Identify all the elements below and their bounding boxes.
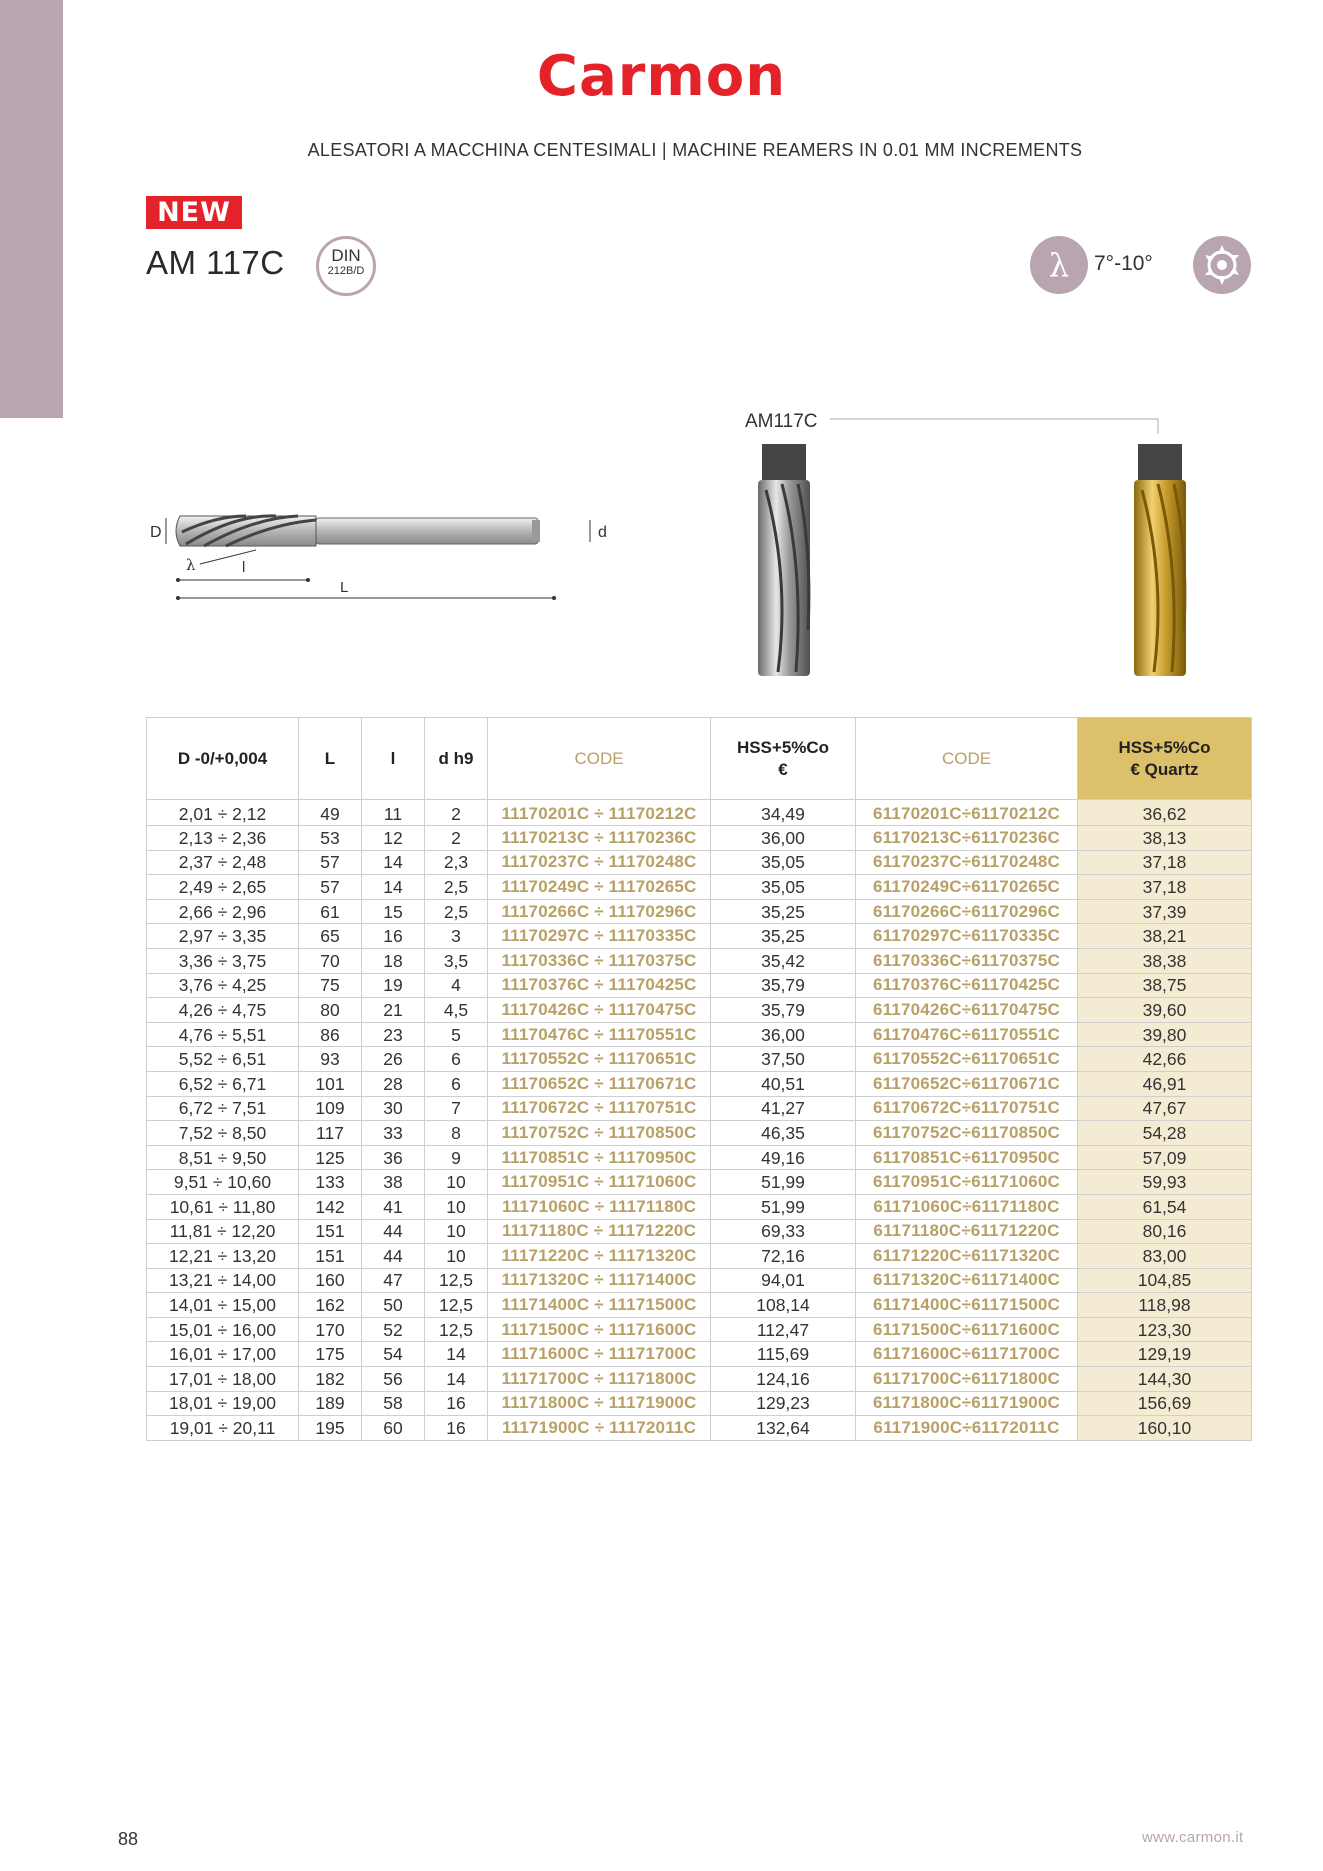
cell-length: 61: [299, 899, 362, 924]
table-row: [147, 1194, 1252, 1219]
cell-length: 57: [299, 875, 362, 900]
cell-shank: 12,5: [425, 1293, 488, 1318]
table-row: [147, 1367, 1252, 1392]
table-row: [147, 1047, 1252, 1072]
cell-flute-length: 33: [362, 1121, 425, 1146]
cell-diameter: 2,37 ÷ 2,48: [147, 850, 299, 875]
cell-code: 11170237C ÷ 11170248C: [488, 850, 711, 875]
cell-code-quartz: 61170376C÷61170425C: [856, 973, 1078, 998]
product-table: [146, 717, 1251, 1441]
cell-length: 182: [299, 1367, 362, 1392]
cell-price-quartz: 46,91: [1078, 1071, 1252, 1096]
cell-shank: 6: [425, 1071, 488, 1096]
cell-flute-length: 16: [362, 924, 425, 949]
cell-flute-length: 12: [362, 826, 425, 851]
cell-price-quartz: 80,16: [1078, 1219, 1252, 1244]
cell-price-quartz: 129,19: [1078, 1342, 1252, 1367]
cell-code-quartz: 61171060C÷61171180C: [856, 1194, 1078, 1219]
cell-length: 75: [299, 973, 362, 998]
label-L: L: [340, 579, 349, 596]
website-link[interactable]: www.carmon.it: [1142, 1829, 1244, 1846]
cell-price: 36,00: [711, 826, 856, 851]
cell-code-quartz: 61170552C÷61170651C: [856, 1047, 1078, 1072]
cell-price: 35,25: [711, 899, 856, 924]
cell-diameter: 2,01 ÷ 2,12: [147, 800, 299, 826]
cell-flute-length: 44: [362, 1244, 425, 1269]
cell-length: 195: [299, 1416, 362, 1441]
cell-length: 65: [299, 924, 362, 949]
cell-flute-length: 23: [362, 1022, 425, 1047]
cell-flute-length: 14: [362, 875, 425, 900]
din-standard: 212B/D: [327, 265, 365, 277]
cell-code: 11171320C ÷ 11171400C: [488, 1268, 711, 1293]
cell-diameter: 7,52 ÷ 8,50: [147, 1121, 299, 1146]
cell-price: 69,33: [711, 1219, 856, 1244]
table-row: [147, 1268, 1252, 1293]
cell-length: 70: [299, 948, 362, 973]
cell-price: 36,00: [711, 1022, 856, 1047]
cell-shank: 10: [425, 1194, 488, 1219]
cell-code: 11170951C ÷ 11171060C: [488, 1170, 711, 1195]
cell-price: 41,27: [711, 1096, 856, 1121]
cell-price-quartz: 123,30: [1078, 1317, 1252, 1342]
cell-price-quartz: 156,69: [1078, 1391, 1252, 1416]
table-row: [147, 1096, 1252, 1121]
page-subtitle: ALESATORI A MACCHINA CENTESIMALI | MACHINE REAMERS IN 0.01 MM INCREMENTS: [307, 140, 1083, 160]
cell-code: 11170266C ÷ 11170296C: [488, 899, 711, 924]
cell-diameter: 12,21 ÷ 13,20: [147, 1244, 299, 1269]
photo-label: AM117C: [745, 411, 818, 432]
cell-code-quartz: 61170266C÷61170296C: [856, 899, 1078, 924]
cell-shank: 8: [425, 1121, 488, 1146]
cell-length: 80: [299, 998, 362, 1023]
cell-shank: 4: [425, 973, 488, 998]
product-code: AM 117C: [146, 244, 285, 281]
cell-code: 11170376C ÷ 11170425C: [488, 973, 711, 998]
cell-length: 151: [299, 1219, 362, 1244]
cell-diameter: 16,01 ÷ 17,00: [147, 1342, 299, 1367]
cell-code: 11171900C ÷ 11172011C: [488, 1416, 711, 1441]
label-lambda: λ: [186, 556, 196, 574]
cell-shank: 10: [425, 1244, 488, 1269]
cell-price-quartz: 39,60: [1078, 998, 1252, 1023]
cell-price: 35,05: [711, 850, 856, 875]
cell-price-quartz: 83,00: [1078, 1244, 1252, 1269]
cell-flute-length: 44: [362, 1219, 425, 1244]
cell-code: 11171600C ÷ 11171700C: [488, 1342, 711, 1367]
page-number: 88: [118, 1829, 139, 1849]
cell-shank: 12,5: [425, 1268, 488, 1293]
table-row: [147, 850, 1252, 875]
cell-flute-length: 11: [362, 800, 425, 826]
cell-code-quartz: 61170752C÷61170850C: [856, 1121, 1078, 1146]
table-row: [147, 1170, 1252, 1195]
cell-code: 11171060C ÷ 11171180C: [488, 1194, 711, 1219]
cell-price-quartz: 37,18: [1078, 850, 1252, 875]
table-row: [147, 1121, 1252, 1146]
cell-price: 35,42: [711, 948, 856, 973]
cell-code: 11170851C ÷ 11170950C: [488, 1145, 711, 1170]
cell-flute-length: 38: [362, 1170, 425, 1195]
cell-shank: 5: [425, 1022, 488, 1047]
cell-code: 11170213C ÷ 11170236C: [488, 826, 711, 851]
cell-code-quartz: 61170426C÷61170475C: [856, 998, 1078, 1023]
cell-diameter: 2,97 ÷ 3,35: [147, 924, 299, 949]
cell-price: 124,16: [711, 1367, 856, 1392]
cell-code: 11171220C ÷ 11171320C: [488, 1244, 711, 1269]
cell-code-quartz: 61170201C÷61170212C: [856, 800, 1078, 826]
cell-code-quartz: 61170213C÷61170236C: [856, 826, 1078, 851]
cell-price: 46,35: [711, 1121, 856, 1146]
cell-code: 11171800C ÷ 11171900C: [488, 1391, 711, 1416]
cell-length: 93: [299, 1047, 362, 1072]
cell-shank: 12,5: [425, 1317, 488, 1342]
cell-shank: 14: [425, 1367, 488, 1392]
cell-diameter: 2,49 ÷ 2,65: [147, 875, 299, 900]
cell-code: 11170672C ÷ 11170751C: [488, 1096, 711, 1121]
label-l: l: [242, 559, 246, 576]
cell-diameter: 8,51 ÷ 9,50: [147, 1145, 299, 1170]
cell-price: 34,49: [711, 800, 856, 826]
table-header-row: [147, 718, 1252, 800]
cell-code: 11170297C ÷ 11170335C: [488, 924, 711, 949]
cell-code: 11170426C ÷ 11170475C: [488, 998, 711, 1023]
col-header-code-quartz: CODE: [856, 718, 1078, 800]
cell-length: 57: [299, 850, 362, 875]
cell-price: 35,79: [711, 973, 856, 998]
cell-flute-length: 26: [362, 1047, 425, 1072]
cell-price-quartz: 104,85: [1078, 1268, 1252, 1293]
cell-diameter: 18,01 ÷ 19,00: [147, 1391, 299, 1416]
cell-price-quartz: 61,54: [1078, 1194, 1252, 1219]
cell-price-quartz: 38,38: [1078, 948, 1252, 973]
din-label: DIN: [331, 246, 361, 265]
cell-flute-length: 58: [362, 1391, 425, 1416]
cell-code-quartz: 61171320C÷61171400C: [856, 1268, 1078, 1293]
cell-code-quartz: 61170672C÷61170751C: [856, 1096, 1078, 1121]
cell-diameter: 3,76 ÷ 4,25: [147, 973, 299, 998]
cell-price-quartz: 37,39: [1078, 899, 1252, 924]
cell-flute-length: 28: [362, 1071, 425, 1096]
reamer-technical-drawing: [146, 500, 626, 615]
cell-diameter: 3,36 ÷ 3,75: [147, 948, 299, 973]
cell-flute-length: 60: [362, 1416, 425, 1441]
cell-price: 129,23: [711, 1391, 856, 1416]
cell-length: 175: [299, 1342, 362, 1367]
cell-shank: 4,5: [425, 998, 488, 1023]
new-badge: NEW: [146, 196, 242, 229]
cell-flute-length: 50: [362, 1293, 425, 1318]
cell-flute-length: 18: [362, 948, 425, 973]
cell-length: 160: [299, 1268, 362, 1293]
col-header-code: CODE: [488, 718, 711, 800]
cell-code: 11170201C ÷ 11170212C: [488, 800, 711, 826]
cell-code-quartz: 61171220C÷61171320C: [856, 1244, 1078, 1269]
table-row: [147, 973, 1252, 998]
cell-shank: 7: [425, 1096, 488, 1121]
cell-code: 11170249C ÷ 11170265C: [488, 875, 711, 900]
cell-diameter: 15,01 ÷ 16,00: [147, 1317, 299, 1342]
cell-diameter: 4,76 ÷ 5,51: [147, 1022, 299, 1047]
cell-price: 94,01: [711, 1268, 856, 1293]
cell-flute-length: 14: [362, 850, 425, 875]
cell-shank: 2: [425, 826, 488, 851]
cell-length: 151: [299, 1244, 362, 1269]
cell-price-quartz: 38,21: [1078, 924, 1252, 949]
cell-shank: 9: [425, 1145, 488, 1170]
cell-price: 72,16: [711, 1244, 856, 1269]
cell-code: 11170552C ÷ 11170651C: [488, 1047, 711, 1072]
cell-price: 35,79: [711, 998, 856, 1023]
product-photos: [740, 410, 1220, 705]
cell-diameter: 10,61 ÷ 11,80: [147, 1194, 299, 1219]
cell-diameter: 11,81 ÷ 12,20: [147, 1219, 299, 1244]
cell-diameter: 4,26 ÷ 4,75: [147, 998, 299, 1023]
cell-flute-length: 47: [362, 1268, 425, 1293]
cell-price: 37,50: [711, 1047, 856, 1072]
cell-price-quartz: 38,13: [1078, 826, 1252, 851]
cell-code: 11171400C ÷ 11171500C: [488, 1293, 711, 1318]
cell-length: 125: [299, 1145, 362, 1170]
cell-price-quartz: 57,09: [1078, 1145, 1252, 1170]
cell-code: 11170476C ÷ 11170551C: [488, 1022, 711, 1047]
cell-length: 117: [299, 1121, 362, 1146]
cell-length: 86: [299, 1022, 362, 1047]
cell-code: 11170336C ÷ 11170375C: [488, 948, 711, 973]
cell-price-quartz: 47,67: [1078, 1096, 1252, 1121]
cell-price: 49,16: [711, 1145, 856, 1170]
quartz-header-line1: HSS+5%Co: [1118, 737, 1211, 757]
cell-flute-length: 21: [362, 998, 425, 1023]
cell-shank: 2: [425, 800, 488, 826]
cell-shank: 3,5: [425, 948, 488, 973]
table-row: [147, 1293, 1252, 1318]
cutting-tool-icon: [1193, 236, 1251, 294]
cell-diameter: 19,01 ÷ 20,11: [147, 1416, 299, 1441]
cell-price: 112,47: [711, 1317, 856, 1342]
cell-price-quartz: 118,98: [1078, 1293, 1252, 1318]
cell-code-quartz: 61171900C÷61172011C: [856, 1416, 1078, 1441]
col-header-price: [711, 718, 856, 800]
cell-price: 40,51: [711, 1071, 856, 1096]
table-row: [147, 875, 1252, 900]
col-header-flute-length: l: [362, 718, 425, 800]
cell-code: 11170752C ÷ 11170850C: [488, 1121, 711, 1146]
label-d: d: [598, 524, 607, 541]
cell-length: 101: [299, 1071, 362, 1096]
cell-price-quartz: 39,80: [1078, 1022, 1252, 1047]
cell-price: 51,99: [711, 1194, 856, 1219]
table-row: [147, 948, 1252, 973]
cell-length: 170: [299, 1317, 362, 1342]
table-row: [147, 826, 1252, 851]
col-header-length: L: [299, 718, 362, 800]
cell-code-quartz: 61170851C÷61170950C: [856, 1145, 1078, 1170]
table-row: [147, 1342, 1252, 1367]
table-row: [147, 800, 1252, 826]
cell-flute-length: 19: [362, 973, 425, 998]
cell-code: 11171180C ÷ 11171220C: [488, 1219, 711, 1244]
cell-length: 109: [299, 1096, 362, 1121]
cell-flute-length: 36: [362, 1145, 425, 1170]
cell-flute-length: 41: [362, 1194, 425, 1219]
cell-shank: 16: [425, 1391, 488, 1416]
cell-code-quartz: 61170336C÷61170375C: [856, 948, 1078, 973]
table-row: [147, 1416, 1252, 1441]
table-row: [147, 1391, 1252, 1416]
cell-diameter: 6,52 ÷ 6,71: [147, 1071, 299, 1096]
label-D: D: [150, 524, 162, 541]
cell-price: 51,99: [711, 1170, 856, 1195]
cell-shank: 2,5: [425, 899, 488, 924]
cell-diameter: 6,72 ÷ 7,51: [147, 1096, 299, 1121]
table-row: [147, 1219, 1252, 1244]
cell-diameter: 13,21 ÷ 14,00: [147, 1268, 299, 1293]
cell-price: 115,69: [711, 1342, 856, 1367]
helix-angle-icon: λ: [1030, 236, 1088, 294]
table-row: [147, 998, 1252, 1023]
cell-code-quartz: 61170249C÷61170265C: [856, 875, 1078, 900]
table-row: [147, 1071, 1252, 1096]
cell-code-quartz: 61171800C÷61171900C: [856, 1391, 1078, 1416]
cell-code-quartz: 61170951C÷61171060C: [856, 1170, 1078, 1195]
table-row: [147, 1145, 1252, 1170]
cell-shank: 14: [425, 1342, 488, 1367]
cell-diameter: 2,13 ÷ 2,36: [147, 826, 299, 851]
price-header-line2: €: [778, 759, 788, 779]
cell-shank: 10: [425, 1170, 488, 1195]
cell-length: 53: [299, 826, 362, 851]
cell-flute-length: 30: [362, 1096, 425, 1121]
table-row: [147, 899, 1252, 924]
cell-diameter: 2,66 ÷ 2,96: [147, 899, 299, 924]
cell-price: 35,05: [711, 875, 856, 900]
table-row: [147, 1022, 1252, 1047]
cell-diameter: 14,01 ÷ 15,00: [147, 1293, 299, 1318]
cell-shank: 2,3: [425, 850, 488, 875]
cell-length: 162: [299, 1293, 362, 1318]
cell-price: 132,64: [711, 1416, 856, 1441]
col-header-shank: d h9: [425, 718, 488, 800]
cell-shank: 16: [425, 1416, 488, 1441]
cell-length: 142: [299, 1194, 362, 1219]
cell-price-quartz: 37,18: [1078, 875, 1252, 900]
cell-price: 108,14: [711, 1293, 856, 1318]
cell-code-quartz: 61170237C÷61170248C: [856, 850, 1078, 875]
cell-price-quartz: 42,66: [1078, 1047, 1252, 1072]
cell-code-quartz: 61171400C÷61171500C: [856, 1293, 1078, 1318]
helix-angle-value: 7°-10°: [1094, 252, 1153, 275]
cell-code-quartz: 61170652C÷61170671C: [856, 1071, 1078, 1096]
cell-code-quartz: 61170476C÷61170551C: [856, 1022, 1078, 1047]
cell-flute-length: 52: [362, 1317, 425, 1342]
cell-diameter: 17,01 ÷ 18,00: [147, 1367, 299, 1392]
col-header-price-quartz: [1078, 718, 1252, 800]
cell-shank: 10: [425, 1219, 488, 1244]
cell-price-quartz: 160,10: [1078, 1416, 1252, 1441]
cell-code: 11171500C ÷ 11171600C: [488, 1317, 711, 1342]
din-standard-badge: [316, 236, 376, 296]
cell-length: 133: [299, 1170, 362, 1195]
col-header-diameter: D -0/+0,004: [147, 718, 299, 800]
cell-code-quartz: 61170297C÷61170335C: [856, 924, 1078, 949]
brand-logo: Carmon: [536, 44, 787, 109]
cell-code-quartz: 61171700C÷61171800C: [856, 1367, 1078, 1392]
cell-price-quartz: 144,30: [1078, 1367, 1252, 1392]
price-header-line1: HSS+5%Co: [736, 737, 830, 757]
table-row: [147, 924, 1252, 949]
cell-price: 35,25: [711, 924, 856, 949]
cell-shank: 2,5: [425, 875, 488, 900]
cell-diameter: 5,52 ÷ 6,51: [147, 1047, 299, 1072]
cell-flute-length: 15: [362, 899, 425, 924]
cell-flute-length: 56: [362, 1367, 425, 1392]
cell-code: 11171700C ÷ 11171800C: [488, 1367, 711, 1392]
cell-shank: 3: [425, 924, 488, 949]
cell-code: 11170652C ÷ 11170671C: [488, 1071, 711, 1096]
quartz-header-line2: € Quartz: [1130, 759, 1199, 779]
cell-price-quartz: 54,28: [1078, 1121, 1252, 1146]
cell-length: 49: [299, 800, 362, 826]
cell-code-quartz: 61171180C÷61171220C: [856, 1219, 1078, 1244]
cell-code-quartz: 61171500C÷61171600C: [856, 1317, 1078, 1342]
cell-price-quartz: 36,62: [1078, 800, 1252, 826]
table-row: [147, 1244, 1252, 1269]
cell-code-quartz: 61171600C÷61171700C: [856, 1342, 1078, 1367]
cell-price-quartz: 38,75: [1078, 973, 1252, 998]
cell-diameter: 9,51 ÷ 10,60: [147, 1170, 299, 1195]
cell-length: 189: [299, 1391, 362, 1416]
table-row: [147, 1317, 1252, 1342]
cell-flute-length: 54: [362, 1342, 425, 1367]
cell-shank: 6: [425, 1047, 488, 1072]
cell-price-quartz: 59,93: [1078, 1170, 1252, 1195]
